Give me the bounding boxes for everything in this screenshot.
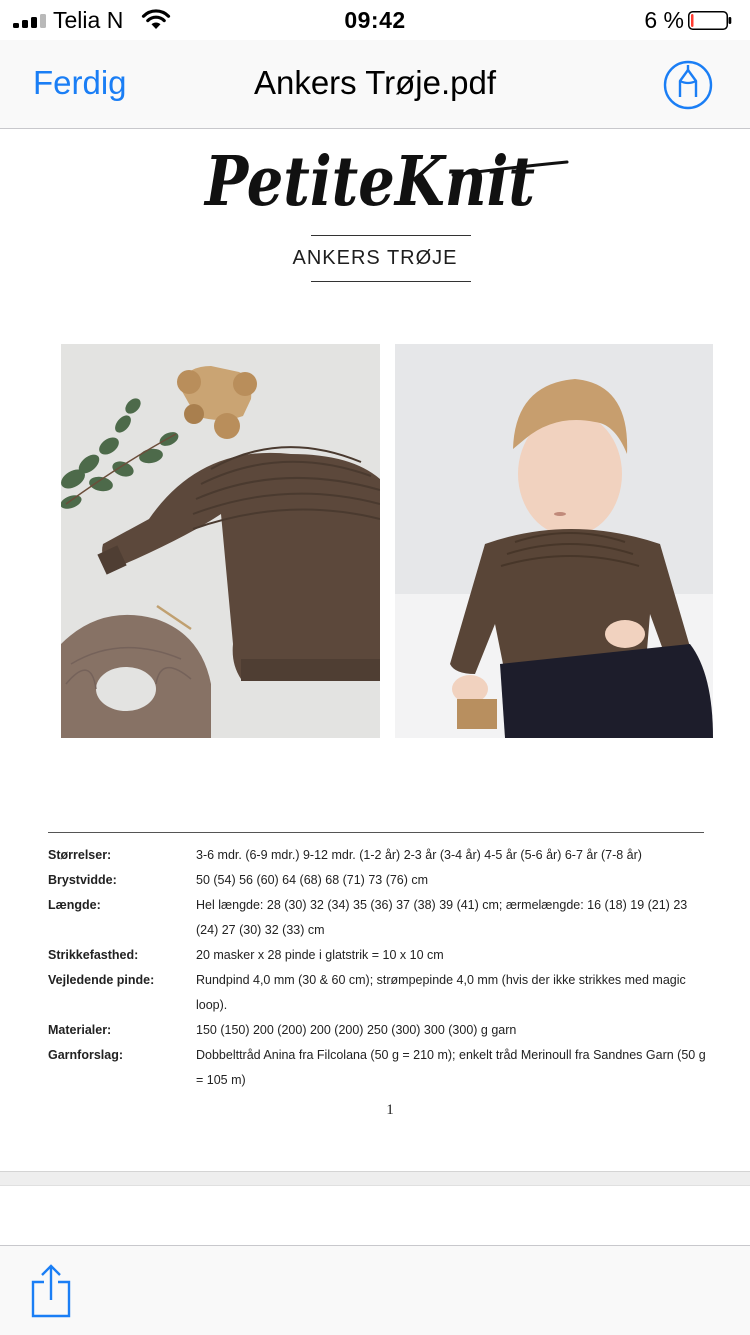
- spec-row-needles: [48, 968, 728, 1018]
- spec-value: 50 (54) 56 (60) 64 (68) 68 (71) 73 (76) cm: [196, 873, 429, 887]
- pattern-specifications: [48, 843, 728, 1093]
- done-button[interactable]: Ferdig: [33, 64, 127, 101]
- share-icon[interactable]: [30, 1264, 72, 1318]
- spec-value: Dobbelttråd Anina fra Filcolana (50 g = 210 m); enkelt tråd Merinoull fra Sandnes Garn (50 g = 105 m): [196, 1048, 706, 1087]
- spec-row-gauge: [48, 943, 728, 968]
- spec-label: Vejledende pinde:: [48, 973, 155, 987]
- page-number: 1: [386, 1102, 394, 1118]
- navigation-bar: [0, 40, 750, 129]
- spec-label: Materialer:: [48, 1023, 112, 1037]
- battery-icon: [688, 11, 732, 30]
- spec-value: Rundpind 4,0 mm (30 & 60 cm); strømpepinde 4,0 mm (hvis der ikke strikkes med magic loop).: [196, 973, 686, 1012]
- pdf-page[interactable]: [0, 129, 750, 1171]
- spec-value: 150 (150) 200 (200) 200 (200) 250 (300) 300 (300) g garn: [196, 1023, 517, 1037]
- title-rule-top: [311, 235, 471, 236]
- spec-row-sizes: [48, 843, 728, 868]
- spec-label: Størrelser:: [48, 848, 112, 862]
- spec-row-materials: [48, 1018, 728, 1043]
- pattern-title: ANKERS TRØJE: [292, 247, 458, 269]
- carrier-name: Telia N: [53, 7, 124, 33]
- status-bar: [0, 0, 750, 40]
- section-separator: [48, 832, 704, 833]
- spec-value: Hel længde: 28 (30) 32 (34) 35 (36) 37 (38) 39 (41) cm; ærmelængde: 16 (18) 19 (21) 23 (24) 27 (30) 32 (33) cm: [196, 898, 688, 937]
- spec-label: Brystvidde:: [48, 873, 117, 887]
- battery-percentage: 6 %: [644, 7, 684, 33]
- spec-row-chest-width: [48, 868, 728, 893]
- spec-label: Strikkefasthed:: [48, 948, 139, 962]
- bottom-toolbar: [0, 1245, 750, 1335]
- battery-level-fill: [691, 14, 694, 27]
- spec-value: 20 masker x 28 pinde i glatstrik = 10 x 10 cm: [196, 948, 444, 962]
- sweater-flatlay-photo: [61, 344, 380, 738]
- toddler-in-sweater-photo: [395, 344, 713, 738]
- clock: 09:42: [344, 7, 406, 33]
- title-rule-bottom: [311, 281, 471, 282]
- spec-row-yarn-suggestion: [48, 1043, 728, 1093]
- petiteknit-logo: [195, 129, 570, 227]
- document-title: Ankers Trøje.pdf: [253, 64, 497, 101]
- spec-value: 3-6 mdr. (6-9 mdr.) 9-12 mdr. (1-2 år) 2-3 år (3-4 år) 4-5 år (5-6 år) 6-7 år (7-8 år): [196, 848, 642, 862]
- svg-text:PetiteKnit: PetiteKnit: [203, 142, 536, 222]
- markup-pen-icon[interactable]: [663, 60, 713, 110]
- spec-row-length: [48, 893, 728, 943]
- spec-label: Længde:: [48, 898, 101, 912]
- page-gap: [0, 1171, 750, 1186]
- spec-label: Garnforslag:: [48, 1048, 124, 1062]
